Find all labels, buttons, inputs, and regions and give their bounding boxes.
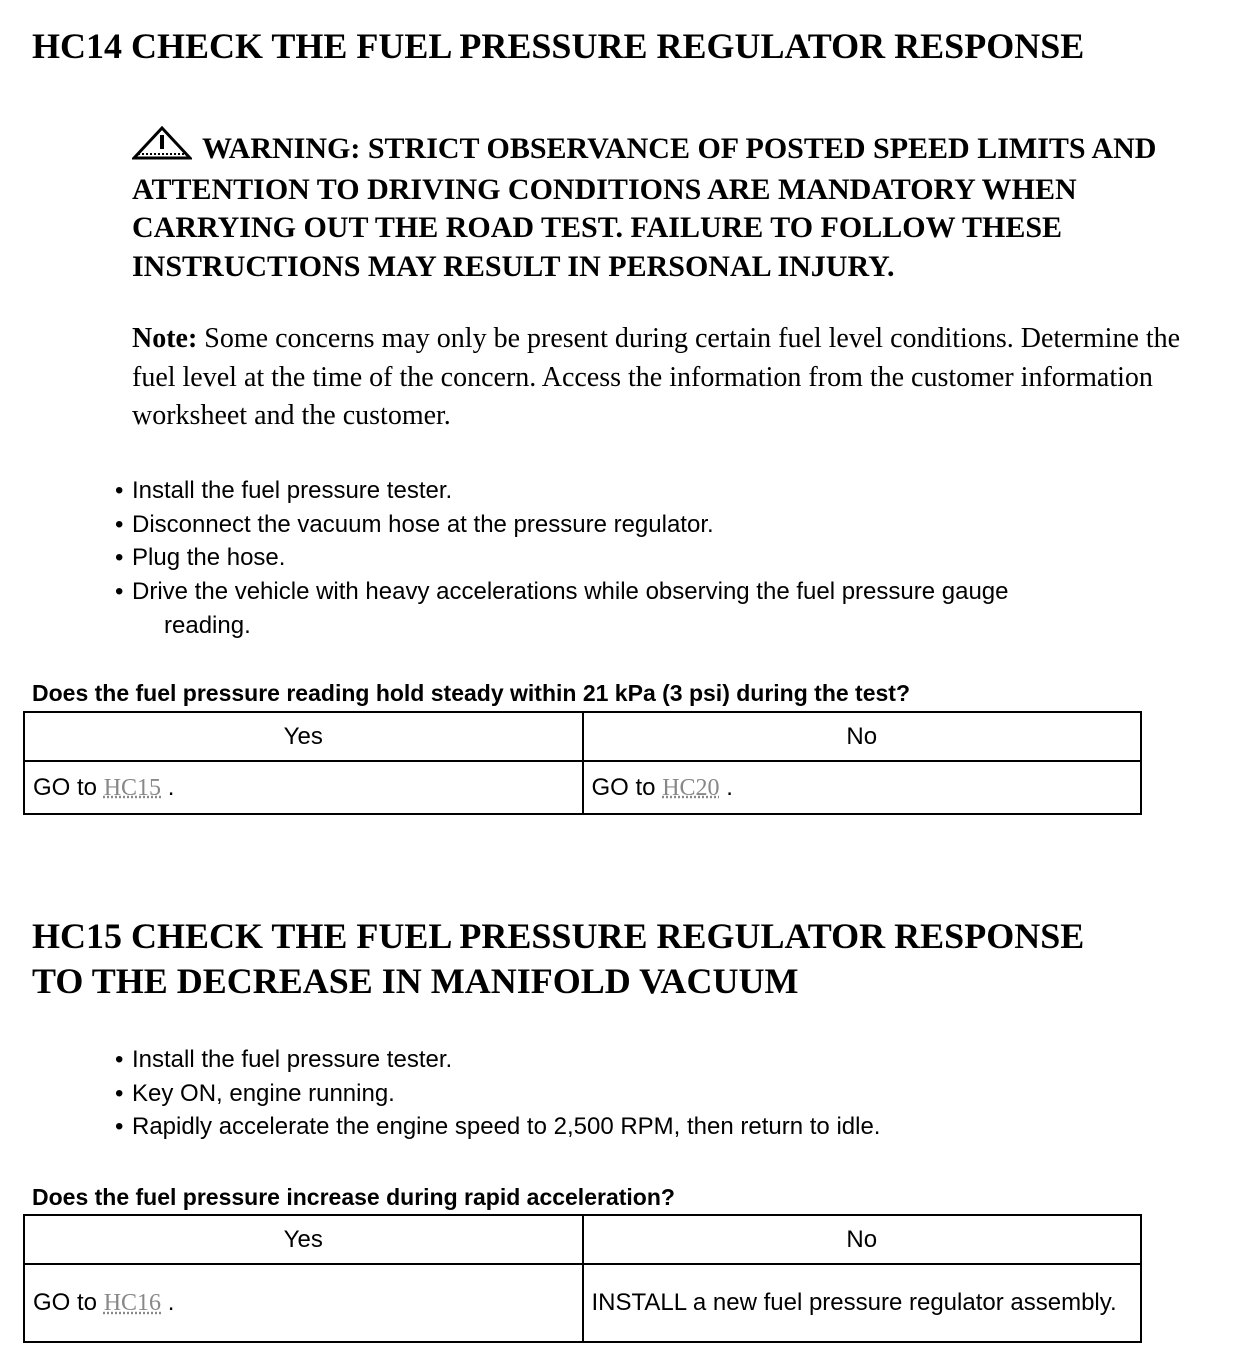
list-item: • Disconnect the vacuum hose at the pressure regulator. <box>115 508 1008 542</box>
hc14-title: HC14 CHECK THE FUEL PRESSURE REGULATOR RESPONSE <box>32 26 1085 66</box>
warning-icon <box>132 126 192 171</box>
link-hc15[interactable]: HC15 <box>103 774 162 801</box>
list-item: • Install the fuel pressure tester. <box>115 1043 880 1077</box>
go-text: GO to <box>33 1289 104 1316</box>
list-item: • Key ON, engine running. <box>115 1077 880 1111</box>
hc14-answer-table <box>23 711 1142 815</box>
step-text-continued: reading. <box>164 611 251 639</box>
go-text: GO to <box>33 773 104 801</box>
go-text: GO to <box>591 773 663 801</box>
dot: . <box>161 773 175 801</box>
yes-header: Yes <box>24 1215 583 1264</box>
warning-block <box>132 126 1212 286</box>
yes-cell <box>24 1264 583 1342</box>
list-item: • Plug the hose. <box>115 541 1008 575</box>
hc15-answer-table <box>23 1214 1142 1343</box>
hc15-title-line2: TO THE DECREASE IN MANIFOLD VACUUM <box>32 961 799 1001</box>
note-text: Some concerns may only be present during certain fuel level conditions. Determine the fuel level at the time of the concern. Access the information from the customer information worksheet and the customer. <box>132 323 1181 431</box>
list-item: • Install the fuel pressure tester. <box>115 474 1008 508</box>
hc15-title-line1: HC15 CHECK THE FUEL PRESSURE REGULATOR RESPONSE <box>32 916 1085 956</box>
warning-text: WARNING: STRICT OBSERVANCE OF POSTED SPEED LIMITS AND ATTENTION TO DRIVING CONDITIONS ARE MANDATORY WHEN CARRYING OUT THE ROAD TEST. FAILURE TO FOLLOW THESE INSTRUCTIONS MAY RESULT IN PERSONAL INJURY. <box>132 132 1157 283</box>
no-header: No <box>583 712 1142 761</box>
hc14-question: Does the fuel pressure reading hold steady within 21 kPa (3 psi) during the test? <box>32 680 911 706</box>
no-cell <box>583 761 1142 814</box>
note <box>132 320 1222 436</box>
step-text: Drive the vehicle with heavy accelerations while observing the fuel pressure gauge <box>132 578 1009 606</box>
no-cell: INSTALL a new fuel pressure regulator assembly. <box>583 1264 1142 1342</box>
dot: . <box>161 1289 175 1316</box>
yes-cell <box>24 761 583 814</box>
hc15-steps <box>115 1043 880 1144</box>
hc14-steps <box>115 474 1008 643</box>
hc15-question: Does the fuel pressure increase during rapid acceleration? <box>32 1184 675 1210</box>
link-hc20[interactable]: HC20 <box>662 774 720 801</box>
yes-header: Yes <box>24 712 583 761</box>
dot: . <box>719 773 733 801</box>
note-label: Note: <box>132 323 198 354</box>
no-header: No <box>583 1215 1142 1264</box>
list-item: • Rapidly accelerate the engine speed to 2,500 RPM, then return to idle. <box>115 1110 880 1144</box>
link-hc16[interactable]: HC16 <box>103 1290 162 1316</box>
list-item <box>115 575 1008 642</box>
